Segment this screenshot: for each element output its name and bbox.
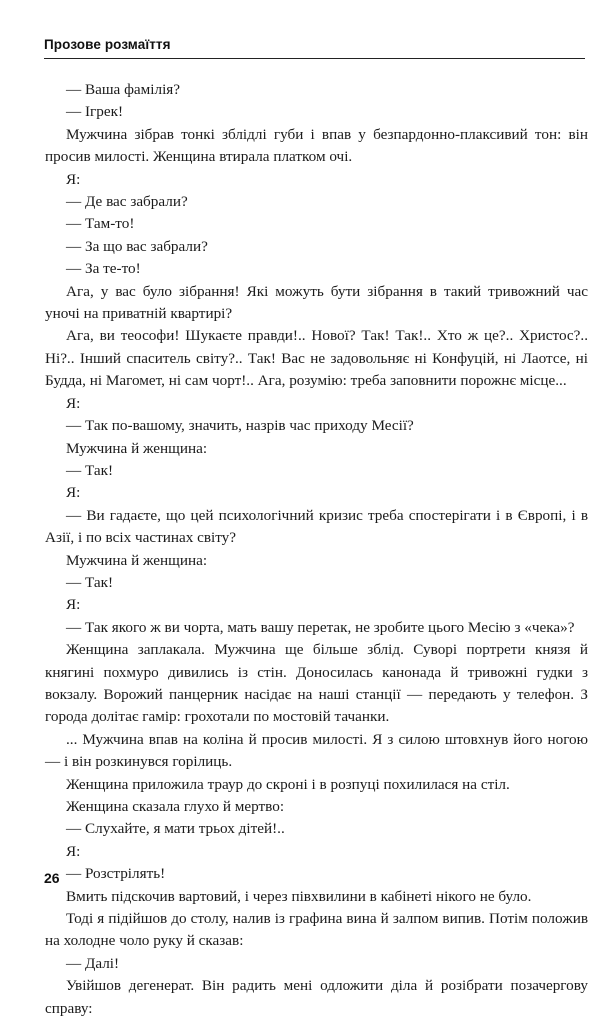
dialogue-line: — Так! bbox=[66, 573, 114, 591]
paragraph: Женщина сказала глухо й мертво: bbox=[66, 798, 285, 815]
dialogue-line: — За що вас забрали? bbox=[66, 237, 208, 255]
speaker-label: Я: bbox=[66, 484, 81, 502]
dialogue-line: — Так! bbox=[66, 461, 114, 479]
paragraph: Вмить підскочив вартовий, і через півхвилини в кабінеті нікого не було. bbox=[66, 887, 532, 905]
paragraph: Ага, у вас було зібрання! Які можуть бути зібрання в такий тривожний час уночі на приватній квартирі? bbox=[45, 282, 588, 323]
dialogue-line: — Де вас забрали? bbox=[66, 193, 188, 211]
dialogue-line: — Слухайте, я мати трьох дітей!.. bbox=[66, 820, 285, 838]
body-text bbox=[45, 79, 588, 1020]
dialogue-line: — Розстрілять! bbox=[66, 865, 166, 883]
dialogue-line: — Ігрек! bbox=[66, 103, 124, 121]
speaker-label: Я: bbox=[66, 170, 81, 188]
paragraph: Тоді я підійшов до столу, налив із графина вина й залпом випив. Потім положив на холодне чоло руку й сказав: bbox=[45, 910, 588, 950]
paragraph: Ага, ви теософи! Шукаєте правди!.. Нової? Так! Так!.. Хто ж це?.. Христос?.. Ні?.. Інший спаситель світу?.. Так! Вас не задовольняє ні Конфуцій, ні Лаотсе, ні Будда, ні Магомет, ні сам чорт!.. Ага, розумію: треба заповнити порожнє місце... bbox=[45, 327, 588, 390]
dialogue-line: — Ваша фамілія? bbox=[66, 81, 181, 98]
speaker-label: Я: bbox=[66, 394, 81, 412]
speaker-label: Я: bbox=[66, 842, 81, 860]
header-rule bbox=[44, 58, 585, 59]
dialogue-line: — Там-то! bbox=[66, 215, 135, 233]
dialogue-line: — Ви гадаєте, що цей психологічний кризис треба спостерігати і в Європі, і в Азії, і по всіх частинах світу? bbox=[45, 506, 588, 547]
dialogue-line: — Так якого ж ви чорта, мать вашу перетак, не зробите цього Месію з «чека»? bbox=[66, 618, 575, 636]
page-number: 26 bbox=[44, 870, 60, 886]
speaker-label: Мужчина й женщина: bbox=[66, 439, 208, 457]
paragraph: ... Мужчина впав на коліна й просив милості. Я з силою штовхнув його ногою — і він розкинувся горілиць. bbox=[45, 730, 588, 771]
speaker-label: Мужчина й женщина: bbox=[66, 551, 208, 569]
dialogue-line: — Далі! bbox=[66, 954, 120, 972]
speaker-label: Я: bbox=[66, 596, 81, 614]
paragraph: Увійшов дегенерат. Він радить мені одложити діла й розібрати позачергову справу: bbox=[45, 977, 588, 1017]
running-header-title: Прозове розмаїття bbox=[44, 37, 171, 52]
dialogue-line: — Так по-вашому, значить, назрів час приходу Месії? bbox=[66, 417, 414, 435]
paragraph: Мужчина зібрав тонкі зблідлі губи і впав у безпардонно-плаксивий тон: він просив милості. Женщина втирала платком очі. bbox=[45, 125, 588, 166]
paragraph: Женщина заплакала. Мужчина ще більше зблід. Суворі портрети князя й княгині похмуро дивились із стін. Доносилась канонада й тривожні гудки з вокзалу. Ворожий панцерник насідає на наші станції — передають у телефон. З города долітає гамір: грохотали по мостовій тачанки. bbox=[45, 641, 588, 726]
dialogue-line: — За те-то! bbox=[66, 260, 141, 278]
paragraph: Женщина приложила траур до скроні і в розпуці похилилася на стіл. bbox=[66, 775, 510, 793]
